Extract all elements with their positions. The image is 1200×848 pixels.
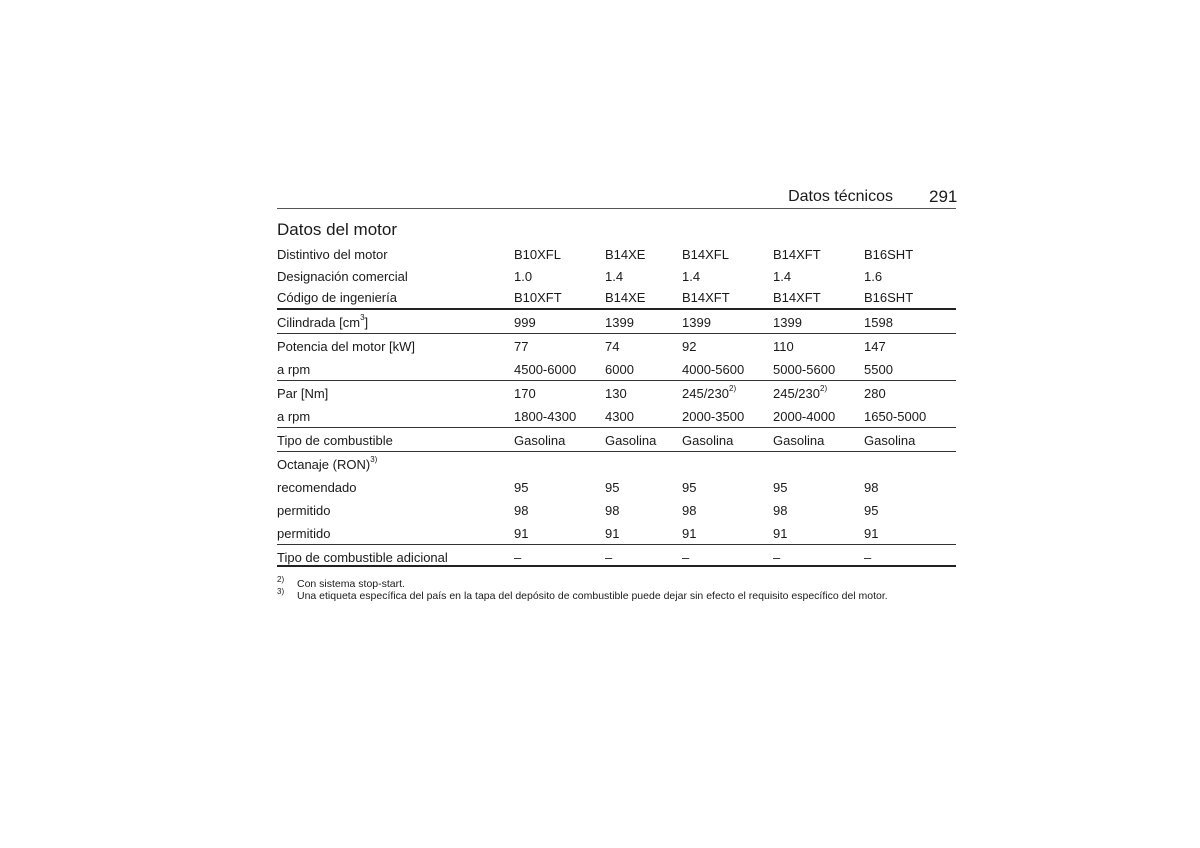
- page-title: Datos del motor: [277, 220, 397, 239]
- footnote-mark: 2): [277, 575, 285, 584]
- table-cell: 1598: [864, 314, 893, 330]
- engine-data-table: [277, 243, 956, 568]
- table-cell: B14XFT: [773, 290, 821, 305]
- table-cell: Cilindrada $[cm^3]$: [277, 313, 369, 330]
- table-row: [277, 544, 956, 568]
- table-cell: Octanaje (RON)$^{3)}$: [277, 455, 378, 472]
- table-row: [277, 475, 956, 498]
- footnote-text: Con sistema stop-start.: [297, 578, 405, 590]
- table-row: [277, 380, 956, 404]
- table-cell: 1.4: [605, 268, 624, 284]
- table-cell: 2000-4000: [773, 408, 836, 424]
- header-rule: [277, 208, 956, 209]
- table-cell: 98: [514, 502, 529, 518]
- table-cell: –: [864, 549, 872, 565]
- table-cell: Código de ingeniería: [277, 290, 397, 305]
- table-header-row: [277, 286, 956, 308]
- table-cell: 77: [514, 338, 529, 354]
- table-cell: 5500: [864, 361, 893, 377]
- table-cell: –: [514, 549, 522, 565]
- table-cell: 98: [773, 502, 788, 518]
- table-cell: Potencia del motor [kW]: [277, 338, 415, 354]
- table-cell: –: [773, 549, 781, 565]
- table-cell: B16SHT: [864, 290, 914, 305]
- table-cell: 95: [864, 502, 879, 518]
- table-row: [277, 427, 956, 451]
- table-cell: 170: [514, 385, 536, 401]
- table-cell: B10XFL: [514, 247, 561, 262]
- table-row: [277, 498, 956, 521]
- table-row: [277, 521, 956, 544]
- table-cell: 91: [773, 525, 788, 541]
- table-cell: 245/230$^{2)}$: [682, 384, 737, 401]
- table-cell: 130: [605, 385, 627, 401]
- table-cell: 74: [605, 338, 620, 354]
- table-header-row: [277, 243, 956, 265]
- table-cell: Distintivo del motor: [277, 247, 388, 262]
- table-cell: permitido: [277, 525, 331, 541]
- table-cell: 1.4: [773, 268, 792, 284]
- table-cell: 6000: [605, 361, 634, 377]
- table-row: [277, 404, 956, 427]
- table-cell: 1.0: [514, 268, 533, 284]
- table-cell: 1650-5000: [864, 408, 927, 424]
- table-cell: 147: [864, 338, 886, 354]
- table-cell: 4000-5600: [682, 361, 745, 377]
- table-cell: 4500-6000: [514, 361, 577, 377]
- table-cell: recomendado: [277, 479, 357, 495]
- footnote-mark: 3): [277, 587, 285, 596]
- table-cell: 2000-3500: [682, 408, 745, 424]
- table-cell: a rpm: [277, 408, 311, 424]
- table-cell: 1.6: [864, 268, 883, 284]
- table-cell: B14XFL: [682, 247, 729, 262]
- table-cell: 280: [864, 385, 886, 401]
- table-cell: Designación comercial: [277, 268, 408, 284]
- table-row: [277, 357, 956, 380]
- table-cell: 1.4: [682, 268, 701, 284]
- table-cell: 1399: [605, 314, 634, 330]
- table-cell: B14XFT: [682, 290, 730, 305]
- table-cell: 92: [682, 338, 697, 354]
- table-cell: 95: [682, 479, 697, 495]
- table-cell: B16SHT: [864, 247, 914, 262]
- table-cell: 110: [773, 338, 794, 354]
- table-cell: B10XFT: [514, 290, 562, 305]
- table-cell: 95: [773, 479, 788, 495]
- table-cell: B14XE: [605, 290, 646, 305]
- table-cell: 4300: [605, 408, 634, 424]
- table-cell: Gasolina: [514, 432, 566, 448]
- page-number: 291: [929, 187, 958, 206]
- table-cell: 95: [605, 479, 620, 495]
- table-cell: 1800-4300: [514, 408, 577, 424]
- table-cell: 91: [514, 525, 529, 541]
- table-cell: 999: [514, 314, 536, 330]
- table-cell: Gasolina: [682, 432, 734, 448]
- table-header-row: [277, 265, 956, 287]
- table-cell: 98: [864, 479, 879, 495]
- table-cell: Gasolina: [605, 432, 657, 448]
- footnote-text: Una etiqueta específica del país en la tapa del depósito de combustible puede dejar sin efecto el requisito específico del motor.: [297, 590, 888, 602]
- table-cell: 245/230$^{2)}$: [773, 384, 828, 401]
- table-row: [277, 308, 956, 333]
- table-cell: Par [Nm]: [277, 385, 329, 401]
- table-cell: permitido: [277, 502, 331, 518]
- table-cell: Tipo de combustible: [277, 432, 393, 448]
- table-cell: –: [605, 549, 613, 565]
- table-cell: 95: [514, 479, 529, 495]
- table-cell: 1399: [682, 314, 711, 330]
- table-cell: 1399: [773, 314, 802, 330]
- table-cell: 91: [864, 525, 879, 541]
- table-cell: 91: [605, 525, 620, 541]
- table-cell: 98: [682, 502, 697, 518]
- table-cell: B14XFT: [773, 247, 821, 262]
- table-cell: 5000-5600: [773, 361, 836, 377]
- table-cell: Gasolina: [864, 432, 916, 448]
- section-title: Datos técnicos: [788, 188, 893, 205]
- table-cell: Tipo de combustible adicional: [277, 549, 448, 565]
- table-row: [277, 333, 956, 357]
- table-cell: Gasolina: [773, 432, 825, 448]
- table-bottom-rule: [277, 565, 956, 567]
- table-cell: –: [682, 549, 690, 565]
- table-cell: a rpm: [277, 361, 311, 377]
- table-row: [277, 451, 956, 475]
- table-cell: 91: [682, 525, 697, 541]
- table-cell: 98: [605, 502, 620, 518]
- table-cell: B14XE: [605, 247, 646, 262]
